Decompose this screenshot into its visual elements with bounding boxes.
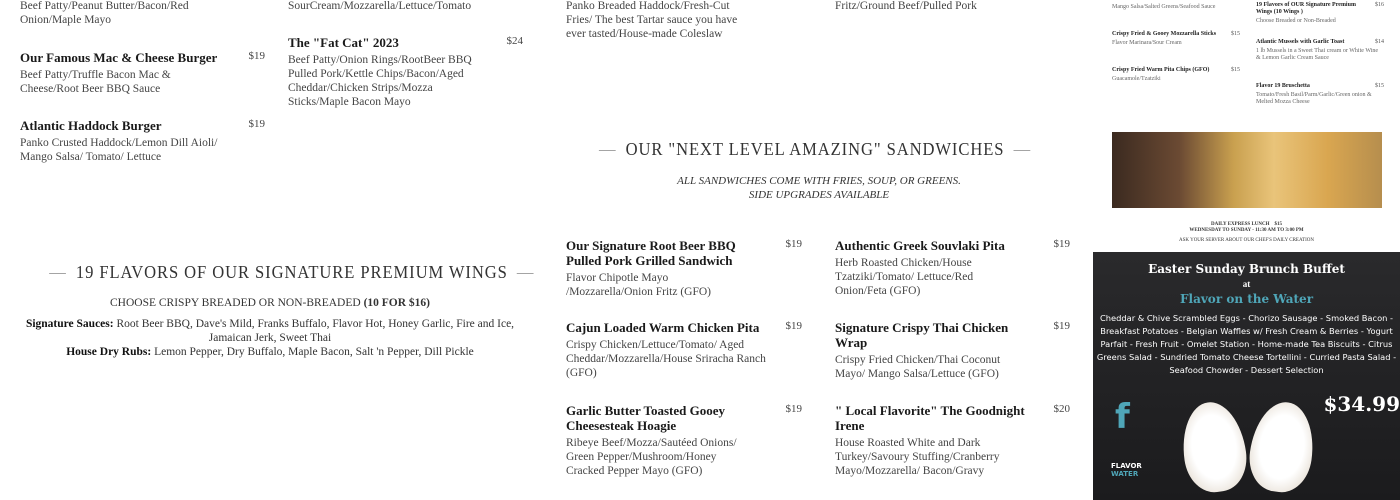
- menu-item: [566, 320, 802, 380]
- item-price: $19: [1053, 238, 1070, 250]
- bunny-ear-right: [1245, 398, 1319, 496]
- mini-item-desc: Mango Salsa/Salted Greens/Seafood Sauce: [1112, 4, 1216, 10]
- sandwiches-section-title: — OUR "NEXT LEVEL AMAZING" SANDWICHES —: [598, 139, 1032, 159]
- wings-sauces: [10, 317, 530, 359]
- item-name: Garlic Butter Toasted Gooey Cheesesteak Hoagie: [566, 403, 726, 433]
- item-price: $19: [785, 238, 802, 250]
- item-name: Cajun Loaded Warm Chicken Pita: [566, 320, 760, 335]
- wings-title-text: 19 FLAVORS OF OUR SIGNATURE PREMIUM WINGS: [75, 262, 508, 282]
- item-price: $19: [248, 118, 265, 130]
- mini-item-desc: Tomato/Fresh Basil/Parm/Garlic/Green onion & Melted Mozza Cheese: [1256, 92, 1372, 105]
- lunch-title-text: DAILY EXPRESS LUNCH: [1210, 222, 1270, 227]
- wings-price: (10 FOR $16): [363, 297, 430, 309]
- item-name: The "Fat Cat" 2023: [288, 35, 399, 50]
- menu-item: [566, 403, 802, 478]
- mini-item-desc: 1 lb Mussels in a Sweet Thai cream or White Wine & Lemon Garlic Cream Sauce: [1256, 48, 1379, 61]
- easter-title: Easter Sunday Brunch Buffet: [1148, 262, 1345, 276]
- mini-item-name: Flavor 19 Bruschetta: [1256, 83, 1310, 89]
- mini-item-price: $15: [1231, 67, 1240, 73]
- mini-item-name: Atlantic Mussels with Garlic Toast: [1256, 39, 1345, 45]
- easter-venue: Flavor on the Water: [1179, 292, 1314, 306]
- menu-item: [288, 0, 528, 13]
- easter-brunch-ad: [1093, 252, 1400, 500]
- mini-item-name: 19 Flavors of OUR Signature Premium Wings (10 Wings ): [1256, 2, 1356, 15]
- mini-menu-item: [1256, 83, 1384, 106]
- item-price: $19: [785, 403, 802, 415]
- item-name: Our Famous Mac & Cheese Burger: [20, 50, 218, 65]
- bunny-ear-left: [1177, 398, 1251, 496]
- lunch-price: $15: [1274, 222, 1283, 227]
- lunch-hours: WEDNESDAY TO SUNDAY - 11:30 AM TO 3:00 PM: [1189, 228, 1304, 233]
- mini-menu-item: [1112, 31, 1240, 47]
- menu-item: [566, 238, 802, 299]
- rubs-list: Lemon Pepper, Dry Buffalo, Maple Bacon, Salt 'n Pepper, Dill Pickle: [154, 346, 474, 358]
- item-price: $24: [506, 35, 523, 47]
- menu-item: [20, 50, 265, 96]
- item-description: Flavor Chipotle Mayo /Mozzarella/Onion Fritz (GFO): [566, 272, 711, 298]
- sauces-label: Signature Sauces:: [25, 318, 114, 330]
- sandwiches-title-text: OUR "NEXT LEVEL AMAZING" SANDWICHES: [625, 139, 1005, 159]
- easter-at: at: [1242, 279, 1251, 289]
- mini-item-desc: Choose Breaded or Non-Breaded: [1256, 18, 1336, 24]
- item-description: SourCream/Mozzarella/Lettuce/Tomato: [288, 0, 472, 12]
- wings-section-title: — 19 FLAVORS OF OUR SIGNATURE PREMIUM WINGS —: [49, 262, 535, 282]
- menu-item: [835, 238, 1070, 298]
- subtitle-line: ALL SANDWICHES COME WITH FRIES, SOUP, OR GREENS.: [677, 175, 961, 187]
- mini-menu-item: [1256, 39, 1384, 62]
- item-description: Beef Patty/Truffle Bacon Mac & Cheese/Root Beer BBQ Sauce: [20, 69, 171, 95]
- mini-item-price: $15: [1375, 83, 1384, 89]
- menu-item: [835, 0, 1080, 13]
- mini-item-desc: Guacamole/Tzatziki: [1112, 76, 1161, 82]
- burger-fries-photo: [1112, 132, 1382, 208]
- menu-item: [566, 0, 811, 41]
- easter-price: $34.99: [1323, 392, 1400, 416]
- side-panel: [1093, 0, 1400, 500]
- item-name: " Local Flavorite" The Goodnight Irene: [835, 403, 1025, 433]
- item-name: Signature Crispy Thai Chicken Wrap: [835, 320, 1009, 350]
- mini-item-desc: Flavor Marinara/Sour Cream: [1112, 40, 1182, 46]
- item-price: $19: [1053, 320, 1070, 332]
- item-name: Our Signature Root Beer BBQ Pulled Pork Grilled Sandwich: [566, 238, 736, 268]
- menu-item: [288, 35, 523, 109]
- item-description: Panko Breaded Haddock/Fresh-Cut Fries/ The best Tartar sauce you have ever tasted/House-made Coleslaw: [566, 0, 738, 40]
- item-description: Fritz/Ground Beef/Pulled Pork: [835, 0, 977, 12]
- item-description: Herb Roasted Chicken/House Tzatziki/Tomato/ Lettuce/Red Onion/Feta (GFO): [835, 257, 974, 297]
- menu-item: [835, 403, 1070, 478]
- item-description: Crispy Fried Chicken/Thai Coconut Mayo/ Mango Salsa/Lettuce (GFO): [835, 354, 1001, 380]
- mini-item-price: $14: [1375, 39, 1384, 45]
- flavor-logo: FLAVOR WATER: [1111, 462, 1142, 478]
- item-name: Authentic Greek Souvlaki Pita: [835, 238, 1005, 253]
- sauces-list: Root Beer BBQ, Dave's Mild, Franks Buffalo, Flavor Hot, Honey Garlic, Fire and Ice, Jamaican Jerk, Sweet Thai: [116, 318, 515, 344]
- item-description: Beef Patty/Onion Rings/RootBeer BBQ Pulled Pork/Kettle Chips/Bacon/Aged Cheddar/Chicken Strips/Mozza Sticks/Maple Bacon Mayo: [288, 54, 472, 108]
- item-description: Ribeye Beef/Mozza/Sautéed Onions/ Green Pepper/Mushroom/Honey Cracked Pepper Mayo (GFO): [566, 437, 737, 477]
- subtitle-line: SIDE UPGRADES AVAILABLE: [748, 189, 890, 201]
- item-name: Atlantic Haddock Burger: [20, 118, 162, 133]
- mini-item-name: Crispy Fried & Gooey Mozzarella Sticks: [1112, 31, 1217, 37]
- mini-menu-item: [1112, 67, 1240, 83]
- item-description: Panko Crusted Haddock/Lemon Dill Aioli/ Mango Salsa/ Tomato/ Lettuce: [20, 137, 218, 163]
- item-price: $20: [1053, 403, 1070, 415]
- sandwiches-subtitle: [560, 174, 1078, 202]
- wings-choose: [10, 296, 530, 310]
- menu-item: [20, 118, 265, 164]
- facebook-icon: f: [1115, 397, 1130, 437]
- wings-choose-text: CHOOSE CRISPY BREADED OR NON-BREADED: [110, 297, 361, 309]
- lunch-note: ASK YOUR SERVER ABOUT OUR CHEF'S DAILY CREATION: [1179, 238, 1314, 243]
- mini-menu-item: [1112, 4, 1240, 11]
- mini-item-price: $15: [1231, 31, 1240, 37]
- lunch-title: [1093, 222, 1400, 234]
- mini-menu-item: [1256, 2, 1384, 25]
- easter-menu-list: Cheddar & Chive Scrambled Eggs - Chorizo Sausage - Smoked Bacon - Breakfast Potatoes - Belgian Waffles w/ Fresh Cream & Berries - Yogurt Parfait - Fresh Fruit - Omelet Station - Home-made Tea Biscuits - Citrus Greens Salad - Sundried Tomato Cheese Tortellini - Curried Pasta Salad - Seafood Chowder - Dessert Selection: [1096, 313, 1397, 375]
- item-description: Crispy Chicken/Lettuce/Tomato/ Aged Cheddar/Mozzarella/House Sriracha Ranch (GFO): [566, 339, 766, 379]
- mini-item-price: $16: [1375, 2, 1384, 8]
- menu-item: [835, 320, 1070, 381]
- rubs-label: House Dry Rubs:: [66, 346, 152, 358]
- item-price: $19: [785, 320, 802, 332]
- item-description: House Roasted White and Dark Turkey/Savoury Stuffing/Cranberry Mayo/Mozzarella/ Bacon/Gravy: [835, 437, 1000, 477]
- mini-item-name: Crispy Fried Warm Pita Chips (GFO): [1112, 67, 1210, 73]
- item-description: Beef Patty/Peanut Butter/Bacon/Red Onion/Maple Mayo: [20, 0, 189, 26]
- item-price: $19: [248, 50, 265, 62]
- menu-item: [20, 0, 265, 27]
